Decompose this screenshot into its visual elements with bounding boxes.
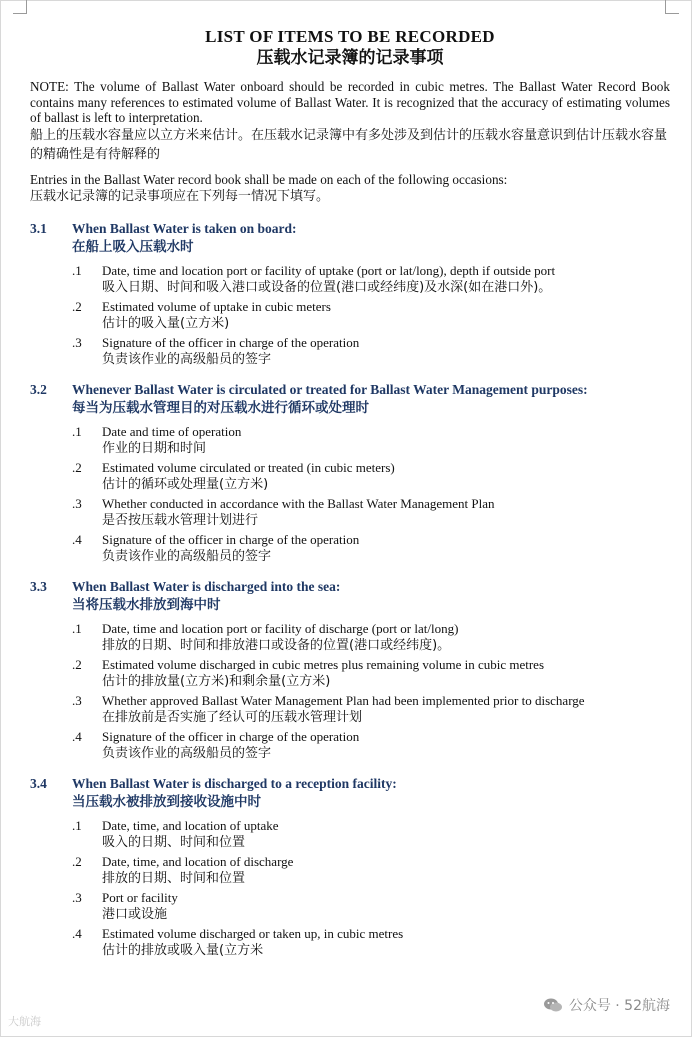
item-text-cn: 排放的日期、时间和位置 bbox=[102, 871, 246, 886]
item-number: .1 bbox=[72, 263, 82, 278]
item-number: .2 bbox=[72, 854, 82, 869]
item-number: .4 bbox=[72, 926, 82, 941]
item-body bbox=[102, 693, 670, 727]
list-item bbox=[30, 532, 670, 566]
list-item bbox=[30, 299, 670, 333]
section-number: 3.1 bbox=[30, 221, 47, 236]
item-number: .3 bbox=[72, 693, 82, 708]
item-number: .4 bbox=[72, 532, 82, 547]
item-text: Whether conducted in accordance with the Ballast Water Management Plan bbox=[102, 496, 495, 511]
list-item bbox=[30, 657, 670, 691]
section-heading bbox=[30, 775, 670, 812]
wechat-icon bbox=[543, 997, 563, 1013]
section-title: When Ballast Water is discharged to a reception facility: bbox=[72, 776, 397, 791]
item-number: .2 bbox=[72, 299, 82, 314]
item-text: Date, time and location port or facility of uptake (port or lat/long), depth if outside port bbox=[102, 263, 556, 278]
section-heading bbox=[30, 220, 670, 257]
item-text: Estimated volume of uptake in cubic meters bbox=[102, 299, 331, 314]
list-item bbox=[30, 854, 670, 888]
item-number: .3 bbox=[72, 890, 82, 905]
item-number: .2 bbox=[72, 460, 82, 475]
item-text: Whether approved Ballast Water Management Plan had been implemented prior to discharge bbox=[102, 693, 585, 708]
item-text: Signature of the officer in charge of the operation bbox=[102, 729, 360, 744]
item-text-cn: 吸入日期、时间和吸入港口或设备的位置(港口或经纬度)及水深(如在港口外)。 bbox=[102, 280, 552, 295]
section-title-wrap bbox=[72, 381, 588, 418]
list-item bbox=[30, 424, 670, 458]
item-text: Estimated volume circulated or treated (in cubic meters) bbox=[102, 460, 395, 475]
item-body bbox=[102, 926, 670, 960]
crop-mark-top-left bbox=[13, 0, 27, 14]
section-number: 3.4 bbox=[30, 776, 47, 791]
item-body bbox=[102, 532, 670, 566]
item-number: .1 bbox=[72, 424, 82, 439]
item-body bbox=[102, 299, 670, 333]
item-text: Signature of the officer in charge of the operation bbox=[102, 335, 360, 350]
item-body bbox=[102, 657, 670, 691]
section-3-1 bbox=[30, 220, 670, 369]
item-text-cn: 在排放前是否实施了经认可的压载水管理计划 bbox=[102, 710, 363, 725]
item-text: Date, time, and location of uptake bbox=[102, 818, 279, 833]
section-heading bbox=[30, 578, 670, 615]
item-number: .4 bbox=[72, 729, 82, 744]
section-title-cn: 在船上吸入压载水时 bbox=[72, 239, 194, 255]
list-item bbox=[30, 621, 670, 655]
watermark-left: 大航海 bbox=[8, 1015, 41, 1028]
item-body bbox=[102, 854, 670, 888]
sections-list bbox=[30, 220, 670, 960]
section-title-wrap bbox=[72, 775, 397, 812]
entries-intro-cn: 压载水记录簿的记录事项应在下列每一情况下填写。 bbox=[30, 189, 330, 204]
item-number: .1 bbox=[72, 621, 82, 636]
item-body bbox=[102, 460, 670, 494]
item-text-cn: 港口或设施 bbox=[102, 907, 168, 922]
list-item bbox=[30, 693, 670, 727]
item-body bbox=[102, 818, 670, 852]
section-number: 3.3 bbox=[30, 579, 47, 594]
item-text-cn: 估计的吸入量(立方米) bbox=[102, 316, 230, 331]
item-number: .3 bbox=[72, 335, 82, 350]
item-body bbox=[102, 335, 670, 369]
section-items bbox=[30, 621, 670, 763]
section-title-wrap bbox=[72, 220, 297, 257]
item-text-cn: 是否按压载水管理计划进行 bbox=[102, 513, 259, 528]
item-text: Estimated volume discharged or taken up, in cubic metres bbox=[102, 926, 404, 941]
section-number: 3.2 bbox=[30, 382, 47, 397]
crop-mark-top-right bbox=[665, 0, 679, 14]
list-item bbox=[30, 263, 670, 297]
section-title-cn: 当压载水被排放到接收设施中时 bbox=[72, 794, 261, 810]
item-text-cn: 估计的循环或处理量(立方米) bbox=[102, 477, 269, 492]
item-body bbox=[102, 424, 670, 458]
item-text-cn: 估计的排放量(立方米)和剩余量(立方米) bbox=[102, 674, 331, 689]
note-paragraph-cn: 船上的压载水容量应以立方米来估计。在压载水记录簿中有多处涉及到估计的压载水容量意识到估计压载水容量的精确性是有待解释的 bbox=[30, 127, 668, 162]
section-items bbox=[30, 818, 670, 960]
item-text-cn: 估计的排放或吸入量(立方米 bbox=[102, 943, 264, 958]
item-text-cn: 负责该作业的高级船员的签字 bbox=[102, 352, 272, 367]
section-title-wrap bbox=[72, 578, 340, 615]
section-3-4 bbox=[30, 775, 670, 960]
list-item bbox=[30, 818, 670, 852]
note-paragraph: NOTE: The volume of Ballast Water onboard should be recorded in cubic metres. The Ballast Water Record Book contains many references to estimated volume of Ballast Water. It is recognized that the accuracy of estimating volumes of ballast is left to interpretation. bbox=[30, 79, 670, 125]
item-body bbox=[102, 263, 670, 297]
item-number: .2 bbox=[72, 657, 82, 672]
item-text: Estimated volume discharged in cubic metres plus remaining volume in cubic metres bbox=[102, 657, 545, 672]
item-text-cn: 排放的日期、时间和排放港口或设备的位置(港口或经纬度)。 bbox=[102, 638, 451, 653]
list-item bbox=[30, 460, 670, 494]
item-body bbox=[102, 729, 670, 763]
section-title: Whenever Ballast Water is circulated or treated for Ballast Water Management purposes: bbox=[72, 382, 588, 397]
document-body bbox=[30, 26, 670, 972]
item-body bbox=[102, 621, 670, 655]
item-number: .3 bbox=[72, 496, 82, 511]
section-title: When Ballast Water is discharged into the sea: bbox=[72, 579, 341, 594]
item-body bbox=[102, 496, 670, 530]
item-text-cn: 负责该作业的高级船员的签字 bbox=[102, 746, 272, 761]
section-title: When Ballast Water is taken on board: bbox=[72, 221, 297, 236]
list-item bbox=[30, 335, 670, 369]
item-text: Date, time, and location of discharge bbox=[102, 854, 294, 869]
item-text: Port or facility bbox=[102, 890, 178, 905]
list-item bbox=[30, 496, 670, 530]
section-title-cn: 当将压载水排放到海中时 bbox=[72, 597, 221, 613]
list-item bbox=[30, 926, 670, 960]
item-text: Date, time and location port or facility of discharge (port or lat/long) bbox=[102, 621, 459, 636]
list-item bbox=[30, 729, 670, 763]
watermark-right-text: 公众号 · 52航海 bbox=[568, 998, 670, 1014]
item-text-cn: 作业的日期和时间 bbox=[102, 441, 207, 456]
section-title-cn: 每当为压载水管理目的对压载水进行循环或处理时 bbox=[72, 400, 369, 416]
document-title-cn: 压载水记录簿的记录事项 bbox=[256, 48, 444, 68]
section-items bbox=[30, 424, 670, 566]
item-number: .1 bbox=[72, 818, 82, 833]
item-text: Signature of the officer in charge of the operation bbox=[102, 532, 360, 547]
watermark-right bbox=[539, 993, 674, 1017]
list-item bbox=[30, 890, 670, 924]
section-items bbox=[30, 263, 670, 369]
entries-intro: Entries in the Ballast Water record book shall be made on each of the following occasions: bbox=[30, 171, 508, 187]
document-title: LIST OF ITEMS TO BE RECORDED bbox=[205, 27, 495, 46]
item-text: Date and time of operation bbox=[102, 424, 242, 439]
item-text-cn: 吸入的日期、时间和位置 bbox=[102, 835, 246, 850]
section-heading bbox=[30, 381, 670, 418]
section-3-3 bbox=[30, 578, 670, 763]
item-text-cn: 负责该作业的高级船员的签字 bbox=[102, 549, 272, 564]
item-body bbox=[102, 890, 670, 924]
section-3-2 bbox=[30, 381, 670, 566]
